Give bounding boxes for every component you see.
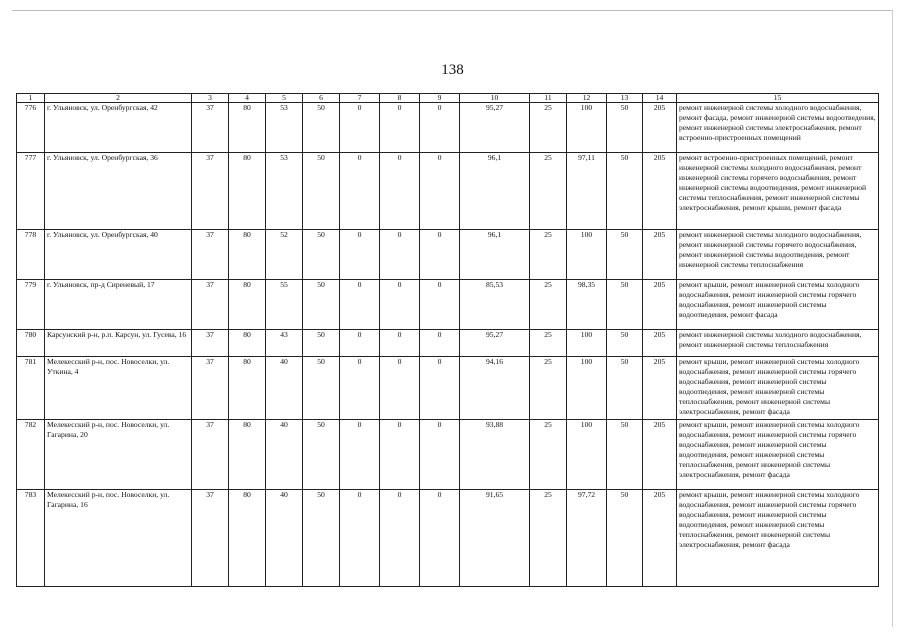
- column-header: 5: [266, 94, 303, 103]
- value-cell: 25: [530, 420, 567, 490]
- value-cell: 205: [643, 420, 677, 490]
- value-cell: 80: [229, 490, 266, 587]
- value-cell: 95,27: [460, 330, 530, 357]
- value-cell: 50: [303, 103, 340, 153]
- works-cell: ремонт инженерной системы холодного водоснабжения, ремонт инженерной системы горячего водоснабжения, ремонт инженерной системы водоотведения, ремонт инженерной системы теплоснабжения: [677, 230, 879, 280]
- row-number: 777: [17, 153, 45, 230]
- table-row: [17, 330, 879, 357]
- value-cell: 205: [643, 280, 677, 330]
- value-cell: 205: [643, 330, 677, 357]
- column-header: 10: [460, 94, 530, 103]
- value-cell: 25: [530, 490, 567, 587]
- value-cell: 0: [340, 280, 380, 330]
- value-cell: 0: [380, 230, 420, 280]
- value-cell: 0: [340, 420, 380, 490]
- row-number: 782: [17, 420, 45, 490]
- row-number: 778: [17, 230, 45, 280]
- value-cell: 37: [192, 357, 229, 420]
- row-number: 780: [17, 330, 45, 357]
- table-row: [17, 103, 879, 153]
- column-header: 6: [303, 94, 340, 103]
- value-cell: 50: [303, 153, 340, 230]
- value-cell: 80: [229, 330, 266, 357]
- row-number: 783: [17, 490, 45, 587]
- value-cell: 0: [380, 153, 420, 230]
- value-cell: 37: [192, 420, 229, 490]
- value-cell: 52: [266, 230, 303, 280]
- column-header: 14: [643, 94, 677, 103]
- value-cell: 0: [340, 490, 380, 587]
- value-cell: 98,35: [567, 280, 607, 330]
- value-cell: 50: [607, 153, 643, 230]
- table-row: [17, 280, 879, 330]
- value-cell: 0: [420, 490, 460, 587]
- value-cell: 0: [420, 420, 460, 490]
- value-cell: 55: [266, 280, 303, 330]
- row-number: 779: [17, 280, 45, 330]
- value-cell: 50: [303, 280, 340, 330]
- value-cell: 0: [340, 153, 380, 230]
- row-number: 781: [17, 357, 45, 420]
- column-header: 11: [530, 94, 567, 103]
- column-header: 9: [420, 94, 460, 103]
- works-cell: ремонт встроенно-пристроенных помещений, ремонт инженерной системы холодного водоснабжения, ремонт инженерной системы горячего водоснабжения, ремонт инженерной системы водоотведения, ремонт инженерной системы теплоснабжения, ремонт инженерной системы электроснабжения, ремонт крыши, ремонт фасада: [677, 153, 879, 230]
- row-number: 776: [17, 103, 45, 153]
- value-cell: 80: [229, 420, 266, 490]
- value-cell: 43: [266, 330, 303, 357]
- address-cell: Мелекесский р-н, пос. Новоселки, ул. Гагарина, 20: [45, 420, 192, 490]
- value-cell: 40: [266, 357, 303, 420]
- value-cell: 0: [380, 357, 420, 420]
- value-cell: 100: [567, 357, 607, 420]
- table-row: [17, 490, 879, 587]
- value-cell: 96,1: [460, 230, 530, 280]
- value-cell: 80: [229, 280, 266, 330]
- value-cell: 0: [340, 357, 380, 420]
- value-cell: 37: [192, 153, 229, 230]
- works-cell: ремонт инженерной системы холодного водоснабжения, ремонт фасада, ремонт инженерной системы водоотведения, ремонт инженерной системы электроснабжения, ремонт встроенно-пристроенных помещений: [677, 103, 879, 153]
- value-cell: 80: [229, 230, 266, 280]
- value-cell: 50: [607, 330, 643, 357]
- header-row: [17, 94, 879, 103]
- value-cell: 25: [530, 103, 567, 153]
- value-cell: 0: [420, 153, 460, 230]
- column-header: 1: [17, 94, 45, 103]
- value-cell: 80: [229, 103, 266, 153]
- value-cell: 50: [607, 357, 643, 420]
- value-cell: 205: [643, 103, 677, 153]
- value-cell: 94,16: [460, 357, 530, 420]
- column-header: 4: [229, 94, 266, 103]
- value-cell: 97,11: [567, 153, 607, 230]
- value-cell: 205: [643, 153, 677, 230]
- value-cell: 0: [380, 280, 420, 330]
- value-cell: 100: [567, 330, 607, 357]
- table-row: [17, 357, 879, 420]
- value-cell: 50: [607, 280, 643, 330]
- value-cell: 0: [420, 230, 460, 280]
- value-cell: 205: [643, 357, 677, 420]
- value-cell: 25: [530, 230, 567, 280]
- table-row: [17, 420, 879, 490]
- value-cell: 37: [192, 330, 229, 357]
- value-cell: 37: [192, 280, 229, 330]
- value-cell: 95,27: [460, 103, 530, 153]
- address-cell: г. Ульяновск, ул. Оренбургская, 42: [45, 103, 192, 153]
- value-cell: 96,1: [460, 153, 530, 230]
- value-cell: 100: [567, 230, 607, 280]
- address-cell: г. Ульяновск, ул. Оренбургская, 40: [45, 230, 192, 280]
- value-cell: 25: [530, 357, 567, 420]
- value-cell: 25: [530, 280, 567, 330]
- value-cell: 25: [530, 330, 567, 357]
- address-cell: Мелекесский р-н, пос. Новоселки, ул. Гагарина, 16: [45, 490, 192, 587]
- address-cell: Карсунский р-н, р.п. Карсун, ул. Гусева, 16: [45, 330, 192, 357]
- value-cell: 0: [340, 230, 380, 280]
- value-cell: 37: [192, 230, 229, 280]
- works-cell: ремонт крыши, ремонт инженерной системы холодного водоснабжения, ремонт инженерной системы горячего водоснабжения, ремонт инженерной системы водоотведения, ремонт инженерной системы теплоснабжения, ремонт инженерной системы электроснабжения, ремонт фасада: [677, 420, 879, 490]
- value-cell: 50: [303, 230, 340, 280]
- value-cell: 80: [229, 357, 266, 420]
- value-cell: 0: [340, 103, 380, 153]
- value-cell: 93,88: [460, 420, 530, 490]
- column-header: 7: [340, 94, 380, 103]
- value-cell: 0: [420, 330, 460, 357]
- value-cell: 50: [607, 420, 643, 490]
- value-cell: 50: [607, 230, 643, 280]
- value-cell: 50: [607, 103, 643, 153]
- value-cell: 40: [266, 490, 303, 587]
- value-cell: 80: [229, 153, 266, 230]
- value-cell: 0: [380, 330, 420, 357]
- value-cell: 0: [380, 490, 420, 587]
- works-cell: ремонт крыши, ремонт инженерной системы холодного водоснабжения, ремонт инженерной системы горячего водоснабжения, ремонт инженерной системы водоотведения, ремонт фасада: [677, 280, 879, 330]
- table-row: [17, 230, 879, 280]
- value-cell: 50: [303, 420, 340, 490]
- value-cell: 205: [643, 230, 677, 280]
- value-cell: 85,53: [460, 280, 530, 330]
- value-cell: 50: [303, 357, 340, 420]
- value-cell: 50: [303, 330, 340, 357]
- value-cell: 0: [380, 103, 420, 153]
- works-cell: ремонт крыши, ремонт инженерной системы холодного водоснабжения, ремонт инженерной системы горячего водоснабжения, ремонт инженерной системы водоотведения, ремонт инженерной системы теплоснабжения, ремонт инженерной системы электроснабжения, ремонт фасада: [677, 490, 879, 587]
- value-cell: 53: [266, 153, 303, 230]
- value-cell: 205: [643, 490, 677, 587]
- address-cell: г. Ульяновск, ул. Оренбургская, 36: [45, 153, 192, 230]
- column-header: 2: [45, 94, 192, 103]
- column-header: 12: [567, 94, 607, 103]
- value-cell: 25: [530, 153, 567, 230]
- value-cell: 100: [567, 103, 607, 153]
- value-cell: 37: [192, 103, 229, 153]
- column-header: 15: [677, 94, 879, 103]
- value-cell: 100: [567, 420, 607, 490]
- value-cell: 0: [380, 420, 420, 490]
- value-cell: 40: [266, 420, 303, 490]
- column-header: 13: [607, 94, 643, 103]
- value-cell: 37: [192, 490, 229, 587]
- address-cell: Мелекесский р-н, пос. Новоселки, ул. Уткина, 4: [45, 357, 192, 420]
- value-cell: 0: [420, 280, 460, 330]
- column-header: 8: [380, 94, 420, 103]
- works-cell: ремонт инженерной системы холодного водоснабжения, ремонт инженерной системы теплоснабжения: [677, 330, 879, 357]
- table-row: [17, 153, 879, 230]
- registry-table: [16, 93, 879, 587]
- value-cell: 53: [266, 103, 303, 153]
- value-cell: 0: [420, 357, 460, 420]
- value-cell: 0: [420, 103, 460, 153]
- works-cell: ремонт крыши, ремонт инженерной системы холодного водоснабжения, ремонт инженерной системы горячего водоснабжения, ремонт инженерной системы водоотведения, ремонт инженерной системы теплоснабжения, ремонт инженерной системы электроснабжения, ремонт фасада: [677, 357, 879, 420]
- value-cell: 50: [607, 490, 643, 587]
- value-cell: 0: [340, 330, 380, 357]
- value-cell: 50: [303, 490, 340, 587]
- column-header: 3: [192, 94, 229, 103]
- address-cell: г. Ульяновск, пр-д Сиреневый, 17: [45, 280, 192, 330]
- value-cell: 91,65: [460, 490, 530, 587]
- value-cell: 97,72: [567, 490, 607, 587]
- page-number: 138: [441, 62, 464, 78]
